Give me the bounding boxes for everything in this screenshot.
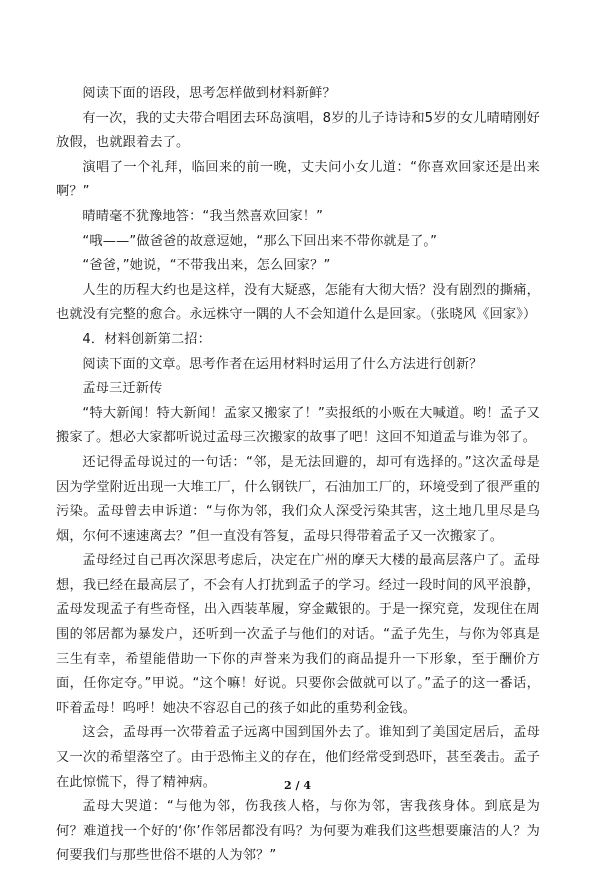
article-paragraph: “特大新闻！特大新闻！孟家又搬家了！”卖报纸的小贩在大喊道。哟！孟子又搬家了。想必大家都听说过孟母三次搬家的故事了吧！这回不知道孟与谁为邻了。 [56,405,540,446]
story-paragraph: 演唱了一个礼拜，临回来的前一晚，丈夫问小女儿道：“你喜欢回家还是出来啊？” [56,159,540,200]
story-paragraph: 晴晴毫不犹豫地答：“我当然喜欢回家！” [82,208,324,224]
article-title: 孟母三迁新传 [82,381,163,397]
document-body [56,82,540,869]
story-paragraph: 人生的历程大约也是这样，没有大疑惑，怎能有大彻大悟？没有剧烈的撕痛，也就没有完整的愈合。永远株守一隅的人不会知道什么是回家。（张晓风《回家》） [56,282,540,323]
prompt-paragraph: 阅读下面的语段，思考怎样做到材料新鲜？ [82,86,336,101]
story-paragraph: 有一次，我的丈夫带合唱团去环岛演唱，8岁的儿子诗诗和5岁的女儿晴晴刚好放假，也就跟着去了。 [56,110,540,151]
article-paragraph: 孟母大哭道：“与他为邻，伤我孩人格，与你为邻，害我孩身体。到底是为何？难道找一个好的‘你’作邻居都没有吗？为何要为难我们这些想要廉洁的人？为何要我们与那些世俗不堪的人为邻？” [56,799,540,864]
story-paragraph: “爸爸，”她说，“不带我出来，怎么回家？” [82,258,331,274]
article-paragraph: 这会，孟母再一次带着孟子远离中国到国外去了。谁知到了美国定居后，孟母又一次的希望落空了。由于恐怖主义的存在，他们经常受到恐吓，甚至袭击。孟子在此惊慌下，得了精神病。 [56,725,540,790]
article-paragraph: 还记得孟母说过的一句话：“邻，是无法回避的，却可有选择的。”这次孟母是因为学堂附近出现一大堆工厂，什么钢铁厂，石油加工厂的，环境受到了很严重的污染。孟母曾去申诉道：“与你为邻，我们众人深受污染其害，这土地几里尽是乌烟，尔何不速速离去？”但一直没有答复，孟母只得带着孟子又一次搬家了。 [56,454,540,544]
story-paragraph: “哦——”做爸爸的故意逗她，“那么下回出来不带你就是了。” [82,233,438,249]
page-number: 2 / 4 [284,779,311,792]
section-heading: 4．材料创新第二招： [82,331,211,347]
prompt-paragraph: 阅读下面的文章。思考作者在运用材料时运用了什么方法进行创新？ [82,356,483,372]
article-paragraph: 孟母经过自己再次深思考虑后，决定在广州的摩天大楼的最高层落户了。孟母想，我已经在最高层了，不会有人打扰到孟子的学习。经过一段时间的风平浪静，孟母发现孟子有些奇怪，出入西装革履，穿金戴银的。于是一探究竟，发现住在周围的邻居都为暴发户，还听到一次孟子与他们的对话。“孟子先生，与你为邻真是三生有幸，希望能借助一下你的声誉来为我们的商品提升一下形象，至于酬价方面，任你定夺。”甲说。“这个嘛！好说。只要你会做就可以了。”孟子的这一番话，吓着孟母！呜呼！她决不容忍自己的孩子如此的重势利金钱。 [56,553,540,716]
